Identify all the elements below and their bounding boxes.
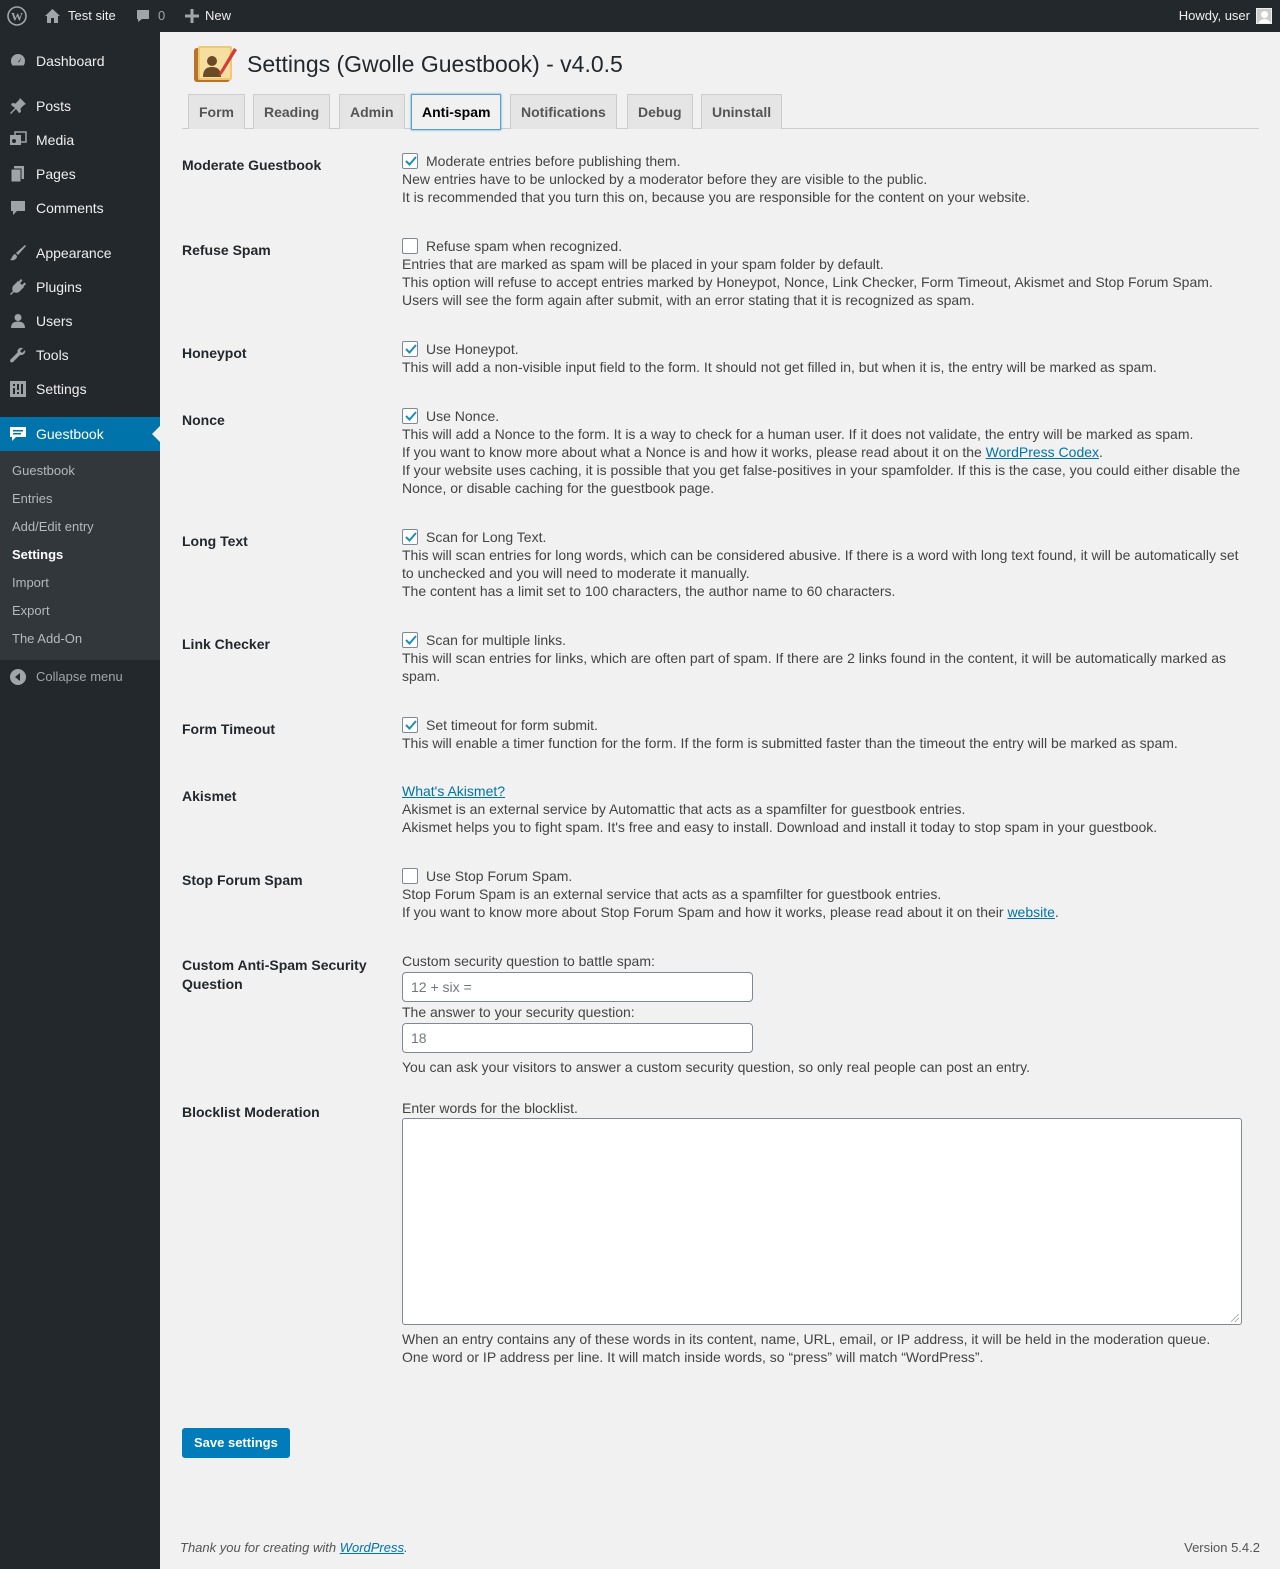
menu-item-plugins[interactable] <box>0 270 160 304</box>
sfs-label: Stop Forum Spam <box>182 872 303 888</box>
timeout-label: Form Timeout <box>182 721 276 737</box>
moderate-checkbox-label: Moderate entries before publishing them. <box>426 153 681 169</box>
menu-label: Users <box>36 313 73 329</box>
tab-reading[interactable]: Reading <box>253 94 330 129</box>
refuse-label: Refuse Spam <box>182 242 271 258</box>
moderate-checkbox[interactable] <box>402 153 418 169</box>
media-icon <box>9 131 27 149</box>
svg-text:W: W <box>11 9 23 24</box>
blocklist-desc-2: One word or IP address per line. It will match inside words, so “press” will match “WordPress”. <box>402 1349 984 1365</box>
plug-icon <box>9 278 27 296</box>
akismet-field <box>402 782 1252 836</box>
whats-akismet-link[interactable]: What's Akismet? <box>402 783 506 799</box>
brush-icon <box>9 244 27 262</box>
footer-thanks-end: . <box>404 1540 408 1555</box>
linkchecker-checkbox-label: Scan for multiple links. <box>426 632 567 648</box>
page-title: Settings (Gwolle Guestbook) - v4.0.5 <box>247 51 623 77</box>
greeting: Howdy, user <box>1178 8 1250 23</box>
question-q-label: Custom security question to battle spam: <box>402 953 655 969</box>
pages-icon <box>9 165 27 183</box>
menu-item-appearance[interactable] <box>0 236 160 270</box>
honeypot-label: Honeypot <box>182 345 247 361</box>
submenu-item-export[interactable]: Export <box>12 603 50 618</box>
plus-icon <box>185 9 199 23</box>
main-content <box>160 32 1280 1569</box>
menu-label: Tools <box>36 347 69 363</box>
nonce-desc-2 <box>402 443 1252 461</box>
timeout-checkbox[interactable] <box>402 717 418 733</box>
blocklist-field <box>402 1099 1252 1366</box>
longtext-checkbox[interactable] <box>402 529 418 545</box>
honeypot-checkbox-label: Use Honeypot. <box>426 341 519 357</box>
longtext-desc-1: This will scan entries for long words, which can be considered abusive. If there is a word with long text found, it will be automatically set to unchecked and you will need to moderate it manually. <box>402 547 1239 581</box>
sfs-checkbox-label: Use Stop Forum Spam. <box>426 868 573 884</box>
wordpress-codex-link[interactable]: WordPress Codex <box>985 444 1100 460</box>
guestbook-logo-icon <box>192 44 238 84</box>
question-label: Custom Anti-Spam Security Question <box>182 957 367 992</box>
moderate-desc-1: New entries have to be unlocked by a moderator before they are visible to the public. <box>402 171 928 187</box>
sfs-desc-2 <box>402 903 1252 921</box>
submenu-item-guestbook[interactable]: Guestbook <box>12 463 75 478</box>
submenu-item-add-edit-entry[interactable]: Add/Edit entry <box>12 519 94 534</box>
site-name-link[interactable] <box>44 0 116 32</box>
nonce-field <box>402 407 1252 497</box>
footer-thanks-text: Thank you for creating with <box>180 1540 340 1555</box>
security-answer-input[interactable]: 18 <box>402 1023 753 1053</box>
moderate-desc-2: It is recommended that you turn this on, because you are responsible for the content on your website. <box>402 189 1031 205</box>
menu-label: Dashboard <box>36 53 105 69</box>
refuse-checkbox-label: Refuse spam when recognized. <box>426 238 623 254</box>
linkchecker-checkbox[interactable] <box>402 632 418 648</box>
account-menu[interactable] <box>1179 0 1272 32</box>
menu-label: Plugins <box>36 279 82 295</box>
dashboard-icon <box>9 52 27 70</box>
menu-item-pages[interactable] <box>0 157 160 191</box>
admin-menu <box>0 32 160 1569</box>
menu-label: Appearance <box>36 245 112 261</box>
tab-uninstall[interactable]: Uninstall <box>701 94 782 129</box>
footer-thanks <box>180 1539 408 1557</box>
nonce-label: Nonce <box>182 412 225 428</box>
wordpress-logo-icon[interactable] <box>7 0 27 32</box>
menu-item-users[interactable] <box>0 304 160 338</box>
linkchecker-desc-1: This will scan entries for links, which are often part of spam. If there are 2 links found in the content, it will be automatically marked as spam. <box>402 650 1227 684</box>
admin-bar <box>0 0 1280 32</box>
longtext-label: Long Text <box>182 533 248 549</box>
menu-label: Settings <box>36 381 87 397</box>
sfs-desc-2-text: If you want to know more about Stop Forum Spam and how it works, please read about it on their <box>402 904 1008 920</box>
sfs-website-link[interactable]: website <box>1007 904 1055 920</box>
refuse-checkbox[interactable] <box>402 238 418 254</box>
submenu-item-the-add-on[interactable]: The Add-On <box>12 631 83 646</box>
menu-label: Posts <box>36 98 72 114</box>
footer-version: Version 5.4.2 <box>1184 1540 1260 1555</box>
tab-anti-spam[interactable]: Anti-spam <box>411 94 501 130</box>
guestbook-icon <box>9 425 27 443</box>
longtext-desc-2: The content has a limit set to 100 characters, the author name to 60 characters. <box>402 583 896 599</box>
refuse-field <box>402 237 1252 309</box>
save-settings-button[interactable]: Save settings <box>182 1428 290 1458</box>
settings-icon <box>9 380 27 398</box>
sfs-checkbox[interactable] <box>402 868 418 884</box>
nonce-checkbox-label: Use Nonce. <box>426 408 500 424</box>
timeout-checkbox-label: Set timeout for form submit. <box>426 717 598 733</box>
avatar <box>1256 8 1272 24</box>
sfs-desc-2-end: . <box>1054 904 1059 920</box>
sfs-field <box>402 867 1252 921</box>
blocklist-textarea[interactable] <box>402 1118 1242 1325</box>
menu-item-tools[interactable] <box>0 338 160 372</box>
blocklist-desc-1: When an entry contains any of these words in its content, name, URL, email, or IP address, it will be held in the moderation queue. <box>402 1331 1211 1347</box>
honeypot-desc-1: This will add a non-visible input field to the form. It should not get filled in, but when it is, the entry will be marked as spam. <box>402 359 1157 375</box>
linkchecker-label: Link Checker <box>182 636 270 652</box>
question-help: You can ask your visitors to answer a custom security question, so only real people can post an entry. <box>402 1059 1030 1075</box>
akismet-label: Akismet <box>182 788 237 804</box>
nonce-desc-3: If your website uses caching, it is possible that you get false-positives in your spamfolder. If this is the case, you could either disable the Nonce, or disable caching for the guestbook page. <box>402 462 1241 496</box>
collapse-label: Collapse menu <box>36 669 123 684</box>
akismet-desc-2: Akismet helps you to fight spam. It's free and easy to install. Download and install it today to stop spam in your guestbook. <box>402 819 1158 835</box>
akismet-desc-1: Akismet is an external service by Automattic that acts as a spamfilter for guestbook entries. <box>402 801 966 817</box>
menu-item-posts[interactable] <box>0 89 160 123</box>
home-icon <box>44 8 61 24</box>
comment-icon <box>135 8 151 24</box>
nonce-checkbox[interactable] <box>402 408 418 424</box>
submenu-item-import[interactable]: Import <box>12 575 49 590</box>
menu-item-comments[interactable] <box>0 191 160 225</box>
menu-label: Media <box>36 132 75 148</box>
sfs-desc-1: Stop Forum Spam is an external service that acts as a spamfilter for guestbook entries. <box>402 886 942 902</box>
footer-wordpress-link[interactable]: WordPress <box>339 1540 404 1555</box>
nonce-desc-2-text: If you want to know more about what a Nonce is and how it works, please read about it on the <box>402 444 986 460</box>
comment-icon <box>9 199 27 217</box>
menu-label: Comments <box>36 200 104 216</box>
blocklist-label: Blocklist Moderation <box>182 1104 320 1120</box>
menu-label: Pages <box>36 166 76 182</box>
comments-link[interactable] <box>135 0 165 32</box>
menu-item-dashboard[interactable] <box>0 44 160 78</box>
collapse-arrow-icon <box>10 669 26 685</box>
security-question-input[interactable]: 12 + six = <box>402 972 753 1002</box>
menu-item-media[interactable] <box>0 123 160 157</box>
moderate-label: Moderate Guestbook <box>182 157 322 173</box>
nonce-desc-2-end: . <box>1099 444 1103 460</box>
linkchecker-field <box>402 631 1252 685</box>
tab-admin[interactable]: Admin <box>339 94 405 129</box>
menu-label: Guestbook <box>36 426 104 442</box>
blocklist-intro: Enter words for the blocklist. <box>402 1100 578 1116</box>
longtext-checkbox-label: Scan for Long Text. <box>426 529 547 545</box>
wrench-icon <box>9 346 27 364</box>
pin-icon <box>9 97 27 115</box>
submenu-item-settings[interactable]: Settings <box>12 547 64 562</box>
moderate-field <box>402 152 1252 206</box>
new-content-link[interactable] <box>185 0 231 32</box>
timeout-desc-1: This will enable a timer function for the form. If the form is submitted faster than the timeout the entry will be marked as spam. <box>402 735 1178 751</box>
longtext-field <box>402 528 1252 600</box>
honeypot-checkbox[interactable] <box>402 341 418 357</box>
honeypot-field <box>402 340 1252 376</box>
tab-form[interactable]: Form <box>188 94 245 129</box>
nonce-desc-1: This will add a Nonce to the form. It is a way to check for a human user. If it does not validate, the entry will be marked as spam. <box>402 426 1194 442</box>
menu-item-settings[interactable] <box>0 372 160 406</box>
settings-tabs <box>182 92 1259 129</box>
new-label: New <box>205 8 232 23</box>
question-a-label: The answer to your security question: <box>402 1004 635 1020</box>
refuse-desc-1: Entries that are marked as spam will be placed in your spam folder by default. <box>402 256 884 272</box>
timeout-field <box>402 716 1252 752</box>
guestbook-submenu <box>0 451 160 660</box>
question-field <box>402 952 1252 1076</box>
collapse-menu-button[interactable] <box>0 667 160 687</box>
comments-count: 0 <box>158 8 166 23</box>
tab-notifications[interactable]: Notifications <box>510 94 617 129</box>
refuse-desc-2: This option will refuse to accept entries marked by Honeypot, Nonce, Link Checker, Form Timeout, Akismet and Stop Forum Spam. <box>402 274 1213 290</box>
tab-debug[interactable]: Debug <box>627 94 693 129</box>
menu-item-guestbook[interactable] <box>0 417 160 451</box>
submenu-item-entries[interactable]: Entries <box>12 491 53 506</box>
site-name-label: Test site <box>68 8 116 23</box>
user-icon <box>9 312 27 330</box>
refuse-desc-3: Users will see the form again after submit, with an error stating that it is recognized as spam. <box>402 292 975 308</box>
